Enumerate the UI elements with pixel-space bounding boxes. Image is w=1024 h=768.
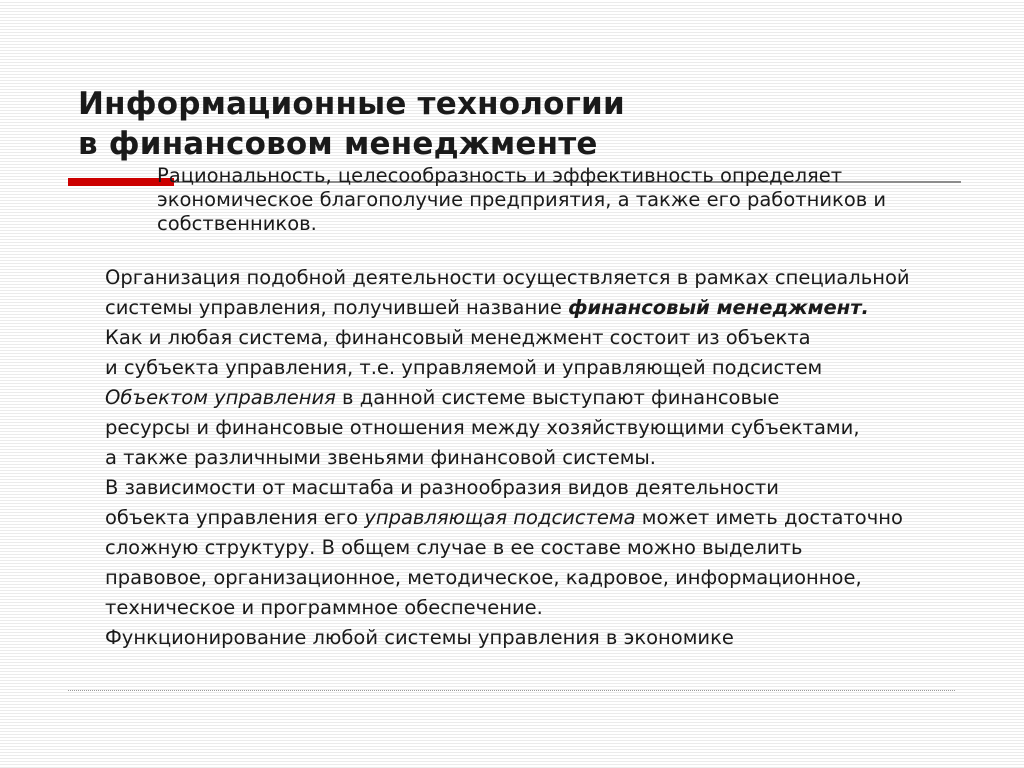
footer-dotted-rule: [68, 690, 955, 691]
slide-title-line-2: в финансовом менеджменте: [78, 126, 598, 162]
body-paragraph: [105, 164, 985, 236]
body-paragraph: [105, 356, 985, 380]
paragraph-text: Как и любая система, финансовый менеджмент состоит из объекта: [105, 326, 811, 349]
body-paragraph: [105, 596, 985, 620]
paragraph-text: В зависимости от масштаба и разнообразия видов деятельности: [105, 476, 779, 499]
body-paragraph: [105, 446, 985, 470]
slide-title-line-1: Информационные технологии: [78, 86, 625, 122]
paragraph-text: правовое, организационное, методическое, кадровое, информационное,: [105, 566, 862, 589]
body-paragraph: [105, 506, 985, 530]
emphasized-text: финансовый менеджмент.: [568, 296, 869, 319]
paragraph-text: объекта управления его: [105, 506, 365, 529]
body-paragraph: [105, 386, 985, 410]
body-paragraph: [105, 566, 985, 590]
body-paragraph: [105, 536, 985, 560]
paragraph-text: в данной системе выступают финансовые: [335, 386, 780, 409]
paragraph-text: Рациональность, целесообразность и эффективность определяет экономическое благополучие предприятия, а также его работников и собственников.: [157, 164, 887, 235]
slide-body: [105, 164, 985, 656]
paragraph-text: и субъекта управления, т.е. управляемой и управляющей подсистем: [105, 356, 823, 379]
body-paragraph: [105, 416, 985, 440]
body-paragraph: [105, 266, 985, 290]
paragraph-text: Организация подобной деятельности осуществляется в рамках специальной: [105, 266, 910, 289]
paragraph-text: может иметь достаточно: [635, 506, 903, 529]
body-paragraph: [105, 626, 985, 650]
emphasized-text: управляющая подсистема: [364, 506, 636, 529]
paragraph-text: системы управления, получившей название: [105, 296, 569, 319]
slide-title: [78, 84, 625, 164]
body-paragraph: [105, 476, 985, 500]
body-paragraph: [105, 296, 985, 320]
paragraph-text: Функционирование любой системы управления в экономике: [105, 626, 734, 649]
emphasized-text: Объектом управления: [105, 386, 336, 409]
paragraph-text: техническое и программное обеспечение.: [105, 596, 543, 619]
paragraph-text: ресурсы и финансовые отношения между хозяйствующими субъектами,: [105, 416, 860, 439]
paragraph-text: сложную структуру. В общем случае в ее составе можно выделить: [105, 536, 803, 559]
body-paragraph: [105, 326, 985, 350]
paragraph-text: а также различными звеньями финансовой системы.: [105, 446, 657, 469]
